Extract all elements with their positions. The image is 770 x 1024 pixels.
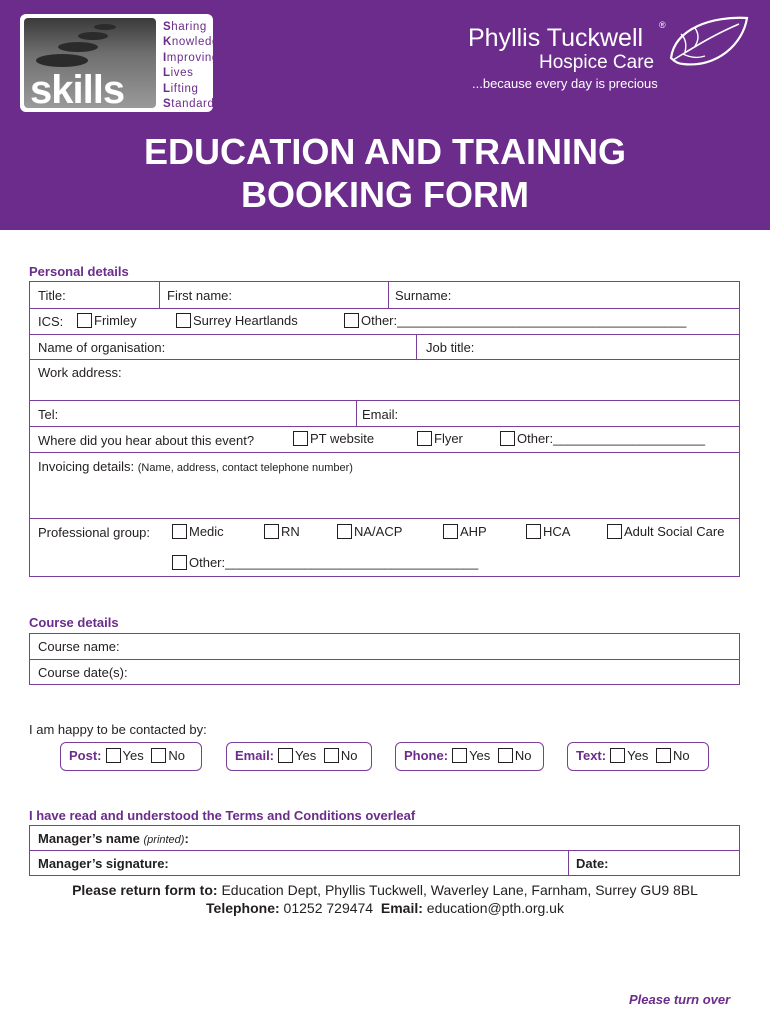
date-field[interactable]: Date:: [576, 856, 609, 871]
email-link[interactable]: education@pth.org.uk: [426, 900, 564, 916]
organisation-field[interactable]: Name of organisation:: [38, 340, 166, 355]
hear-about-label: Where did you hear about this event?: [38, 433, 255, 448]
surname-field[interactable]: Surname:: [395, 288, 452, 303]
skills-tagline: Sharing Knowledge Improving Lives Lifting Standards: [163, 21, 226, 111]
ics-surrey-heartlands-checkbox[interactable]: Surrey Heartlands: [176, 313, 298, 328]
title-field[interactable]: Title:: [38, 288, 66, 303]
prof-na-acp-checkbox[interactable]: NA/ACP: [337, 524, 402, 539]
organisation-row: [30, 334, 739, 359]
work-address-field[interactable]: Work address:: [38, 365, 122, 380]
phone-no-checkbox[interactable]: [498, 748, 513, 763]
phone-yes-checkbox[interactable]: [452, 748, 467, 763]
contact-post-group: Post: Yes No: [60, 742, 202, 771]
manager-name-row: [30, 826, 739, 850]
professional-group-row: [30, 518, 739, 576]
manager-signature-field[interactable]: Manager’s signature:: [38, 856, 169, 871]
course-details-box: [29, 633, 740, 685]
invoicing-row: [30, 452, 739, 518]
manager-name-field[interactable]: Manager’s name (printed):: [38, 831, 189, 846]
manager-box: [29, 825, 740, 876]
stepping-stones-image: [24, 18, 156, 108]
course-dates-field[interactable]: Course date(s):: [38, 665, 128, 680]
pt-website-checkbox[interactable]: PT website: [293, 431, 374, 446]
prof-adult-social-care-checkbox[interactable]: Adult Social Care: [607, 524, 724, 539]
org-slogan: ...because every day is precious: [472, 76, 658, 91]
email-yes-checkbox[interactable]: [278, 748, 293, 763]
manager-signature-row: [30, 850, 739, 875]
invoicing-field[interactable]: Invoicing details: (Name, address, contact telephone number): [38, 459, 353, 474]
contact-phone-group: Phone: Yes No: [395, 742, 544, 771]
hear-other-checkbox[interactable]: Other:_____________________: [500, 431, 705, 446]
prof-ahp-checkbox[interactable]: AHP: [443, 524, 487, 539]
work-address-row: [30, 359, 739, 400]
text-no-checkbox[interactable]: [656, 748, 671, 763]
professional-group-label: Professional group:: [38, 525, 151, 540]
tel-email-row: [30, 400, 739, 426]
registered-mark: ®: [659, 20, 666, 30]
ics-frimley-checkbox[interactable]: Frimley: [77, 313, 137, 328]
org-subtitle: Hospice Care: [539, 52, 655, 73]
terms-heading: I have read and understood the Terms and Conditions overleaf: [29, 808, 416, 823]
flyer-checkbox[interactable]: Flyer: [417, 431, 463, 446]
contact-email-group: Email: Yes No: [226, 742, 372, 771]
skills-logo: [20, 14, 226, 112]
return-address-line: Please return form to: Education Dept, Phyllis Tuckwell, Waverley Lane, Farnham, Surrey GU9 8BL: [72, 882, 698, 898]
name-row: [30, 282, 739, 308]
personal-details-box: [29, 281, 740, 577]
form-title: EDUCATION AND TRAINING BOOKING FORM: [144, 131, 626, 215]
org-name: Phyllis Tuckwell: [468, 24, 644, 52]
prof-other-checkbox[interactable]: Other:___________________________________: [172, 555, 478, 570]
ics-other-checkbox[interactable]: Other:________________________________________: [344, 313, 686, 328]
contact-text-group: Text: Yes No: [567, 742, 709, 771]
post-yes-checkbox[interactable]: [106, 748, 121, 763]
first-name-field[interactable]: First name:: [167, 288, 233, 303]
turn-over-note: Please turn over: [629, 992, 731, 1007]
header-banner: [0, 0, 770, 230]
contact-question: I am happy to be contacted by:: [29, 722, 207, 737]
personal-details-heading: Personal details: [29, 264, 129, 279]
prof-hca-checkbox[interactable]: HCA: [526, 524, 570, 539]
course-name-field[interactable]: Course name:: [38, 639, 120, 654]
tel-field[interactable]: Tel:: [38, 407, 59, 422]
job-title-field[interactable]: Job title:: [426, 340, 475, 355]
course-name-row: [30, 634, 739, 659]
prof-medic-checkbox[interactable]: Medic: [172, 524, 224, 539]
ics-row: [30, 308, 739, 334]
ics-label: ICS:: [38, 314, 64, 329]
hear-about-row: [30, 426, 739, 452]
prof-rn-checkbox[interactable]: RN: [264, 524, 300, 539]
email-no-checkbox[interactable]: [324, 748, 339, 763]
course-details-heading: Course details: [29, 615, 119, 630]
text-yes-checkbox[interactable]: [610, 748, 625, 763]
course-dates-row: [30, 659, 739, 684]
post-no-checkbox[interactable]: [151, 748, 166, 763]
leaf-logo-icon: [665, 14, 751, 72]
skills-word: skills: [30, 68, 125, 108]
email-field[interactable]: Email:: [362, 407, 399, 422]
contact-info-line: Telephone: 01252 729474 Email: education@pth.org.uk: [206, 900, 564, 916]
